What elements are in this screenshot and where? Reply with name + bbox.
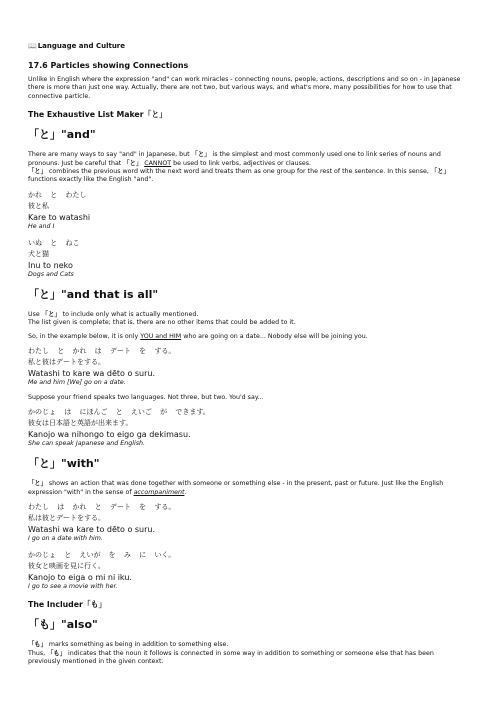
- example-kanji: 彼女と映画を見に行く。: [28, 562, 105, 571]
- all-paragraph-1: Use 「と」 to include only what is actually mentioned. The list given is complete; that is, there are no other items that could be added to it.: [28, 310, 296, 327]
- example-translation: He and I: [28, 222, 55, 230]
- example-kanji: 犬と猫: [28, 249, 49, 258]
- example-translation: Dogs and Cats: [28, 270, 74, 278]
- example-kanji: 彼女は日本語と英語が出来ます。: [28, 419, 133, 428]
- example-romaji: Watashi to kare wa dēto o suru.: [28, 369, 156, 379]
- example-kana: かれ と わたし: [28, 190, 87, 199]
- also-paragraph: 「も」 marks something as being in addition to something else. Thus, 「も」 indicates that the noun it follows is connected in some way in addition to something or someone else that has been previously mentioned in the given context.: [28, 641, 434, 666]
- example-translation: I go on a date with him.: [28, 535, 103, 543]
- example-block: [28, 407, 468, 448]
- example-block: [28, 346, 468, 387]
- includer-heading: The Includer「も」: [28, 600, 107, 610]
- and-paragraph: There are many ways to say "and" in Japanese, but 「と」 is the simplest and most commonly used one to link series of nouns and pronouns. Just be careful that 「と」 CANNOT be used to link verbs, adjectives or clauses. 「と」 combines the previous word with the next word and treats them as one group for the rest of the sentence. In this sense, 「と」 functions exactly like the English "and".: [28, 151, 450, 184]
- with-title: 「と」"with": [28, 457, 100, 471]
- example-kanji: 私と彼はデートをする。: [28, 358, 105, 367]
- list-maker-heading: The Exhaustive List Maker「と」: [28, 110, 167, 120]
- example-kanji: 私は彼とデートをする。: [28, 514, 105, 523]
- example-block: [28, 238, 468, 279]
- intro-paragraph: Unlike in English where the expression "and" can work miracles - connecting nouns, people, actions, descriptions and so on - in Japanese there is more than just one way. Actually, there are not two, but various ways, and what's more, many possibilities for how to use that connective particle.: [28, 76, 461, 100]
- example-kana: わたし は かれ と デート を する。: [28, 503, 176, 512]
- example-kana: かのじょ と えいが を み に いく。: [28, 551, 176, 560]
- example-block: [28, 190, 468, 231]
- example-romaji: Inu to neko: [28, 260, 73, 270]
- breadcrumb: 📖Language and Culture: [28, 42, 126, 50]
- also-title: 「も」"also": [28, 618, 98, 632]
- with-paragraph: 「と」 shows an action that was done together with someone or something else - in the present, past or future. Just like the English expression "with" in the sense of accompaniment.: [28, 480, 444, 496]
- example-romaji: Kanojo to eiga o mi ni iku.: [28, 573, 132, 583]
- and-title: 「と」"and": [28, 128, 96, 142]
- example-translation: She can speak Japanese and English.: [28, 440, 146, 448]
- example-kana: いぬ と ねこ: [28, 238, 80, 247]
- and-that-is-all-title: 「と」"and that is all": [28, 287, 159, 301]
- example-kanji: 彼と私: [28, 201, 49, 210]
- all-paragraph-2: So, in the example below, it is only YOU and HIM who are going on a date... Nobody else will be joining you.: [28, 332, 368, 340]
- example-romaji: Watashi wa kare to dēto o suru.: [28, 525, 156, 535]
- all-paragraph-3: Suppose your friend speaks two languages. Not three, but two. You'd say...: [28, 394, 264, 402]
- example-romaji: Kanojo wa nihongo to eigo ga dekimasu.: [28, 430, 191, 440]
- example-block: [28, 550, 468, 591]
- example-translation: Me and him [We] go on a date.: [28, 379, 126, 387]
- example-kana: かのじょ は にほんご と えいご が できます。: [28, 408, 210, 417]
- section-title: 17.6 Particles showing Connections: [28, 61, 189, 70]
- example-translation: I go to see a movie with her.: [28, 583, 118, 591]
- book-icon: 📖: [28, 42, 37, 50]
- example-block: [28, 502, 468, 543]
- example-romaji: Kare to watashi: [28, 212, 91, 222]
- example-kana: わたし と かれ は デート を する。: [28, 347, 176, 356]
